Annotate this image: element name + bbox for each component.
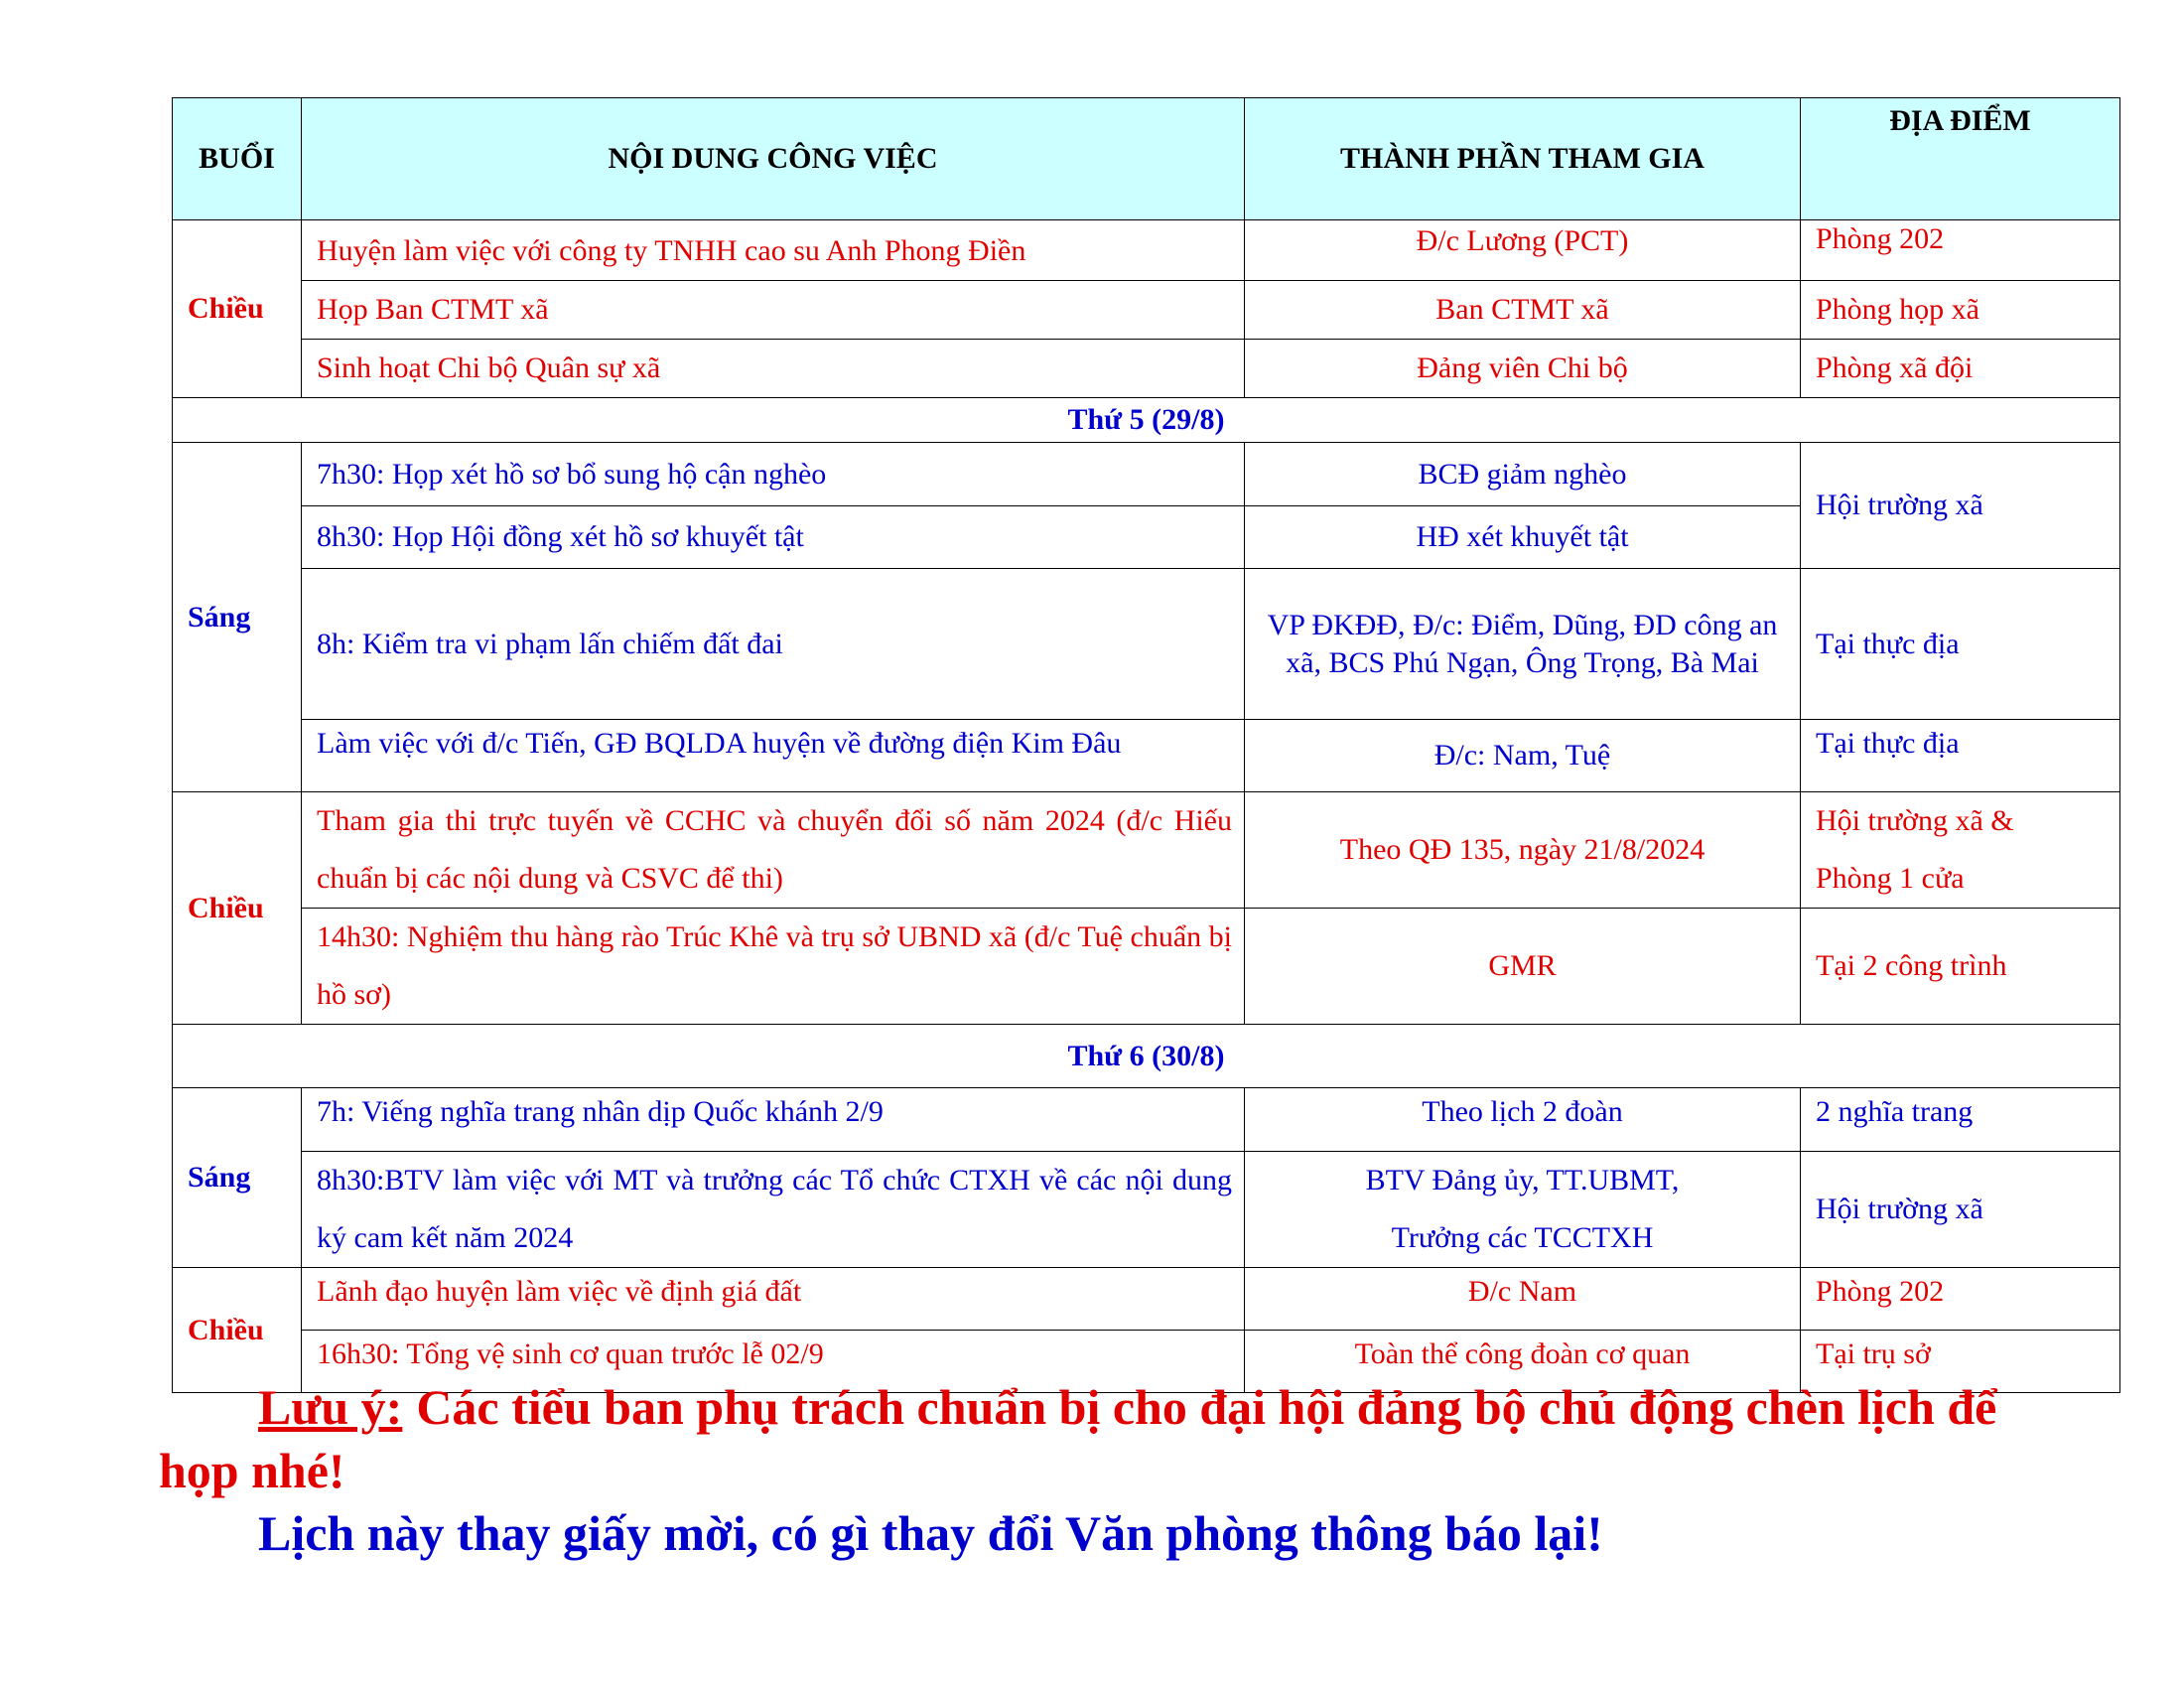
participants-line: Trưởng các TCCTXH xyxy=(1391,1221,1654,1254)
header-content: NỘI DUNG CÔNG VIỆC xyxy=(302,98,1245,220)
location-cell: Hội trường xã xyxy=(1801,1152,2120,1268)
location-cell: Tại 2 công trình xyxy=(1801,909,2120,1025)
note-label: Lưu ý: xyxy=(258,1379,403,1435)
location-cell: Tại thực địa xyxy=(1801,720,2120,792)
session-cell: Chiều xyxy=(173,220,302,398)
content-cell: Họp Ban CTMT xã xyxy=(302,281,1245,340)
location-cell: Phòng họp xã xyxy=(1801,281,2120,340)
table-row xyxy=(173,909,2120,1025)
participants-cell: HĐ xét khuyết tật xyxy=(1245,506,1801,569)
table-row xyxy=(173,340,2120,398)
content-cell: Lãnh đạo huyện làm việc về định giá đất xyxy=(302,1268,1245,1331)
day-header-row xyxy=(173,398,2120,443)
day-title: Thứ 6 (30/8) xyxy=(173,1025,2120,1088)
note-invitation: Lịch này thay giấy mời, có gì thay đổi Văn phòng thông báo lại! xyxy=(258,1505,1603,1561)
day-title: Thứ 5 (29/8) xyxy=(173,398,2120,443)
participants-cell: Theo lịch 2 đoàn xyxy=(1245,1088,1801,1152)
content-cell: 8h30: Họp Hội đồng xét hồ sơ khuyết tật xyxy=(302,506,1245,569)
participants-cell: Đ/c: Nam, Tuệ xyxy=(1245,720,1801,792)
participants-cell: Đ/c Lương (PCT) xyxy=(1245,220,1801,281)
location-cell: Phòng xã đội xyxy=(1801,340,2120,398)
location-cell: Phòng 202 xyxy=(1801,1268,2120,1331)
table-row xyxy=(173,1268,2120,1331)
participants-cell: GMR xyxy=(1245,909,1801,1025)
location-cell xyxy=(1801,792,2120,909)
content-cell: 7h30: Họp xét hồ sơ bổ sung hộ cận nghèo xyxy=(302,443,1245,506)
table-header-row xyxy=(173,98,2120,220)
table-row xyxy=(173,792,2120,909)
content-cell: Làm việc với đ/c Tiến, GĐ BQLDA huyện về đường điện Kim Đâu xyxy=(302,720,1245,792)
location-cell: Tại thực địa xyxy=(1801,569,2120,720)
table-row xyxy=(173,443,2120,506)
content-cell: 14h30: Nghiệm thu hàng rào Trúc Khê và trụ sở UBND xã (đ/c Tuệ chuẩn bị hồ sơ) xyxy=(302,909,1245,1025)
participants-cell: Toàn thể công đoàn cơ quan xyxy=(1245,1331,1801,1393)
location-cell: Hội trường xã xyxy=(1801,443,2120,569)
session-cell: Chiều xyxy=(173,792,302,1025)
header-participants: THÀNH PHẦN THAM GIA xyxy=(1245,98,1801,220)
participants-cell: Đ/c Nam xyxy=(1245,1268,1801,1331)
content-cell: 7h: Viếng nghĩa trang nhân dịp Quốc khánh 2/9 xyxy=(302,1088,1245,1152)
participants-cell: Đảng viên Chi bộ xyxy=(1245,340,1801,398)
content-cell: 16h30: Tổng vệ sinh cơ quan trước lễ 02/9 xyxy=(302,1331,1245,1393)
schedule-table xyxy=(172,97,2120,1393)
note-reminder xyxy=(159,1375,2055,1502)
table-row xyxy=(173,281,2120,340)
day-header-row xyxy=(173,1025,2120,1088)
table-row xyxy=(173,569,2120,720)
content-cell: Huyện làm việc với công ty TNHH cao su Anh Phong Điền xyxy=(302,220,1245,281)
session-cell: Chiều xyxy=(173,1268,302,1393)
participants-cell: BCĐ giảm nghèo xyxy=(1245,443,1801,506)
content-cell: Sinh hoạt Chi bộ Quân sự xã xyxy=(302,340,1245,398)
location-cell: Phòng 202 xyxy=(1801,220,2120,281)
participants-cell: Theo QĐ 135, ngày 21/8/2024 xyxy=(1245,792,1801,909)
table-row xyxy=(173,720,2120,792)
note-text: Các tiểu ban phụ trách chuẩn bị cho đại hội đảng bộ chủ động chèn lịch để họp nhé! xyxy=(159,1379,1997,1498)
session-cell: Sáng xyxy=(173,443,302,792)
content-cell: 8h30:BTV làm việc với MT và trưởng các Tổ chức CTXH về các nội dung ký cam kết năm 2024 xyxy=(302,1152,1245,1268)
participants-cell: VP ĐKĐĐ, Đ/c: Điểm, Dũng, ĐD công an xã, BCS Phú Ngạn, Ông Trọng, Bà Mai xyxy=(1245,569,1801,720)
participants-line: BTV Đảng ủy, TT.UBMT, xyxy=(1365,1164,1680,1196)
table-row xyxy=(173,220,2120,281)
participants-cell xyxy=(1245,1152,1801,1268)
header-session: BUỔI xyxy=(173,98,302,220)
header-location: ĐỊA ĐIỂM xyxy=(1801,98,2120,220)
location-line: Phòng 1 cửa xyxy=(1816,862,1965,895)
session-cell: Sáng xyxy=(173,1088,302,1268)
location-cell: 2 nghĩa trang xyxy=(1801,1088,2120,1152)
content-cell: 8h: Kiểm tra vi phạm lấn chiếm đất đai xyxy=(302,569,1245,720)
content-cell: Tham gia thi trực tuyến về CCHC và chuyển đổi số năm 2024 (đ/c Hiếu chuẩn bị các nội dung và CSVC để thi) xyxy=(302,792,1245,909)
location-cell: Tại trụ sở xyxy=(1801,1331,2120,1393)
location-line: Hội trường xã & xyxy=(1816,804,2014,837)
table-row xyxy=(173,1152,2120,1268)
table-row xyxy=(173,1088,2120,1152)
participants-cell: Ban CTMT xã xyxy=(1245,281,1801,340)
